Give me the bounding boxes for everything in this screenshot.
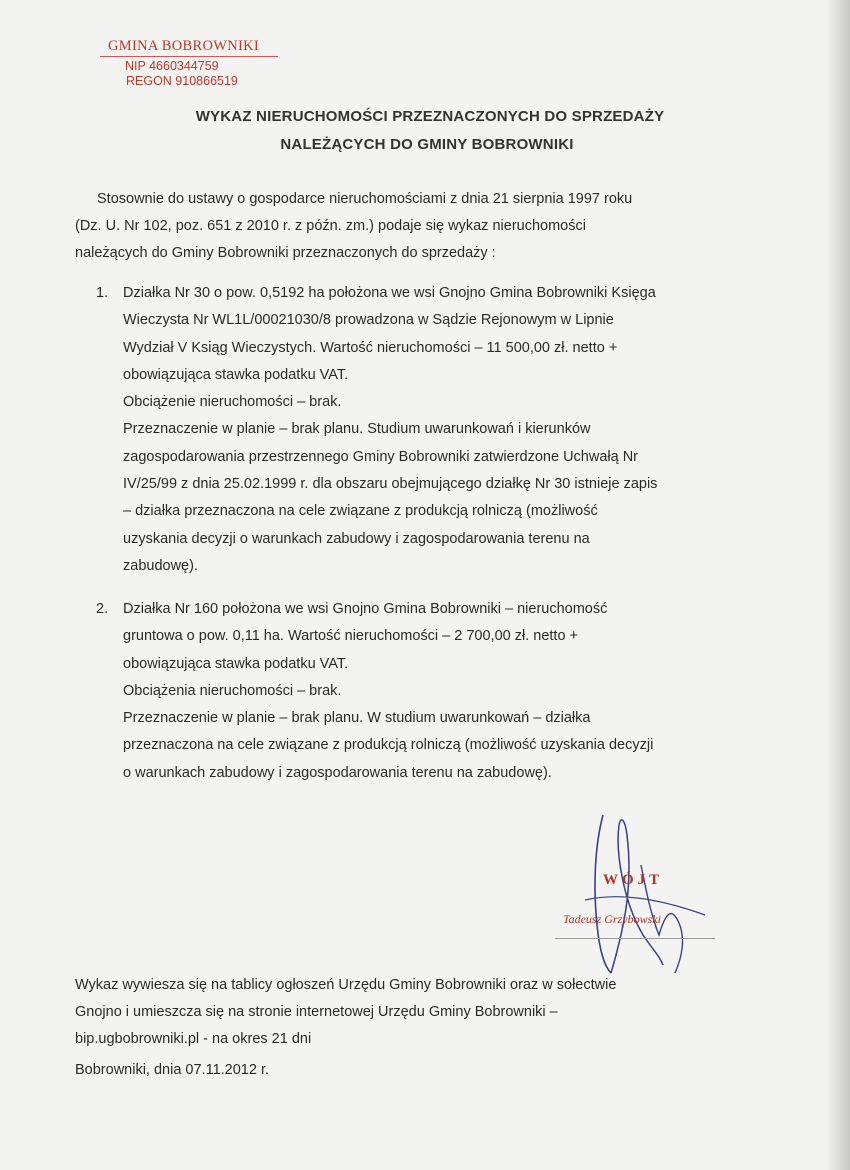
handwritten-signature: [555, 805, 725, 980]
stamp-nip: NIP 4660344759: [125, 59, 219, 73]
intro-line: należących do Gminy Bobrowniki przeznaczonych do sprzedaży :: [75, 245, 496, 261]
item-line: zagospodarowania przestrzennego Gminy Bobrowniki zatwierdzone Uchwałą Nr: [123, 448, 639, 465]
item-line: obowiązująca stawka podatku VAT.: [123, 655, 349, 672]
property-item-2: [96, 596, 756, 787]
item-line: Wydział V Ksiąg Wieczystych. Wartość nieruchomości – 11 500,00 zł. netto +: [123, 339, 618, 356]
item-body: [123, 280, 756, 580]
intro-line: (Dz. U. Nr 102, poz. 651 z 2010 r. z późn. zm.) podaje się wykaz nieruchomości: [75, 218, 586, 234]
item-line: IV/25/99 z dnia 25.02.1999 r. dla obszaru obejmującego działkę Nr 30 istnieje zapis: [123, 476, 658, 493]
intro-paragraph: [75, 186, 735, 267]
footer-line: Wykaz wywiesza się na tablicy ogłoszeń Urzędu Gminy Bobrowniki oraz w sołectwie: [75, 977, 617, 993]
signature-title: WÓJT: [603, 872, 664, 888]
item-line: Wieczysta Nr WL1L/00021030/8 prowadzona w Sądzie Rejonowym w Lipnie: [123, 312, 614, 329]
item-number: 1.: [96, 285, 109, 301]
office-stamp: [100, 38, 280, 89]
property-item-1: [96, 280, 756, 580]
item-line: Przeznaczenie w planie – brak planu. W studium uwarunkowań – działka: [123, 710, 591, 727]
intro-line: Stosownie do ustawy o gospodarce nieruchomościami z dnia 21 sierpnia 1997 roku: [97, 191, 633, 207]
item-line: zabudowę).: [123, 557, 198, 574]
document-date: Bobrowniki, dnia 07.11.2012 r.: [75, 1062, 270, 1078]
item-line: Działka Nr 160 położona we wsi Gnojno Gmina Bobrowniki – nieruchomość: [123, 601, 608, 617]
footer-line: bip.ugbobrowniki.pl - na okres 21 dni: [75, 1031, 312, 1047]
item-line: przeznaczona na cele związane z produkcją rolniczą (możliwość uzyskania decyzji: [123, 737, 654, 754]
item-body: [123, 596, 756, 787]
item-line: o warunkach zabudowy i zagospodarowania terenu na zabudowę).: [123, 764, 552, 781]
item-line: uzyskania decyzji o warunkach zabudowy i zagospodarowania terenu na: [123, 530, 590, 547]
stamp-name: GMINA BOBROWNIKI: [108, 38, 260, 54]
item-line: Obciążenie nieruchomości – brak.: [123, 394, 342, 411]
item-line: gruntowa o pow. 0,11 ha. Wartość nieruchomości – 2 700,00 zł. netto +: [123, 628, 579, 645]
signature-line: [555, 938, 715, 939]
stamp-regon: REGON 910866519: [126, 74, 238, 88]
item-number: 2.: [96, 601, 109, 617]
document-title-line-2: NALEŻĄCYCH DO GMINY BOBROWNIKI: [280, 136, 574, 153]
signature-name: Tadeusz Grzybowski: [563, 912, 661, 926]
footer-paragraph: [75, 972, 755, 1084]
scan-edge-shadow: [826, 0, 850, 1170]
item-line: Działka Nr 30 o pow. 0,5192 ha położona we wsi Gnojno Gmina Bobrowniki Księga: [123, 285, 656, 301]
item-line: Przeznaczenie w planie – brak planu. Studium uwarunkowań i kierunków: [123, 421, 591, 438]
item-line: obowiązująca stawka podatku VAT.: [123, 366, 349, 383]
document-title-line-1: WYKAZ NIERUCHOMOŚCI PRZEZNACZONYCH DO SPRZEDAŻY: [195, 108, 665, 125]
item-line: Obciążenia nieruchomości – brak.: [123, 682, 342, 699]
footer-line: Gnojno i umieszcza się na stronie internetowej Urzędu Gminy Bobrowniki –: [75, 1004, 558, 1020]
item-line: – działka przeznaczona na cele związane z produkcją rolniczą (możliwość: [123, 503, 598, 520]
stamp-underline: [100, 56, 278, 57]
